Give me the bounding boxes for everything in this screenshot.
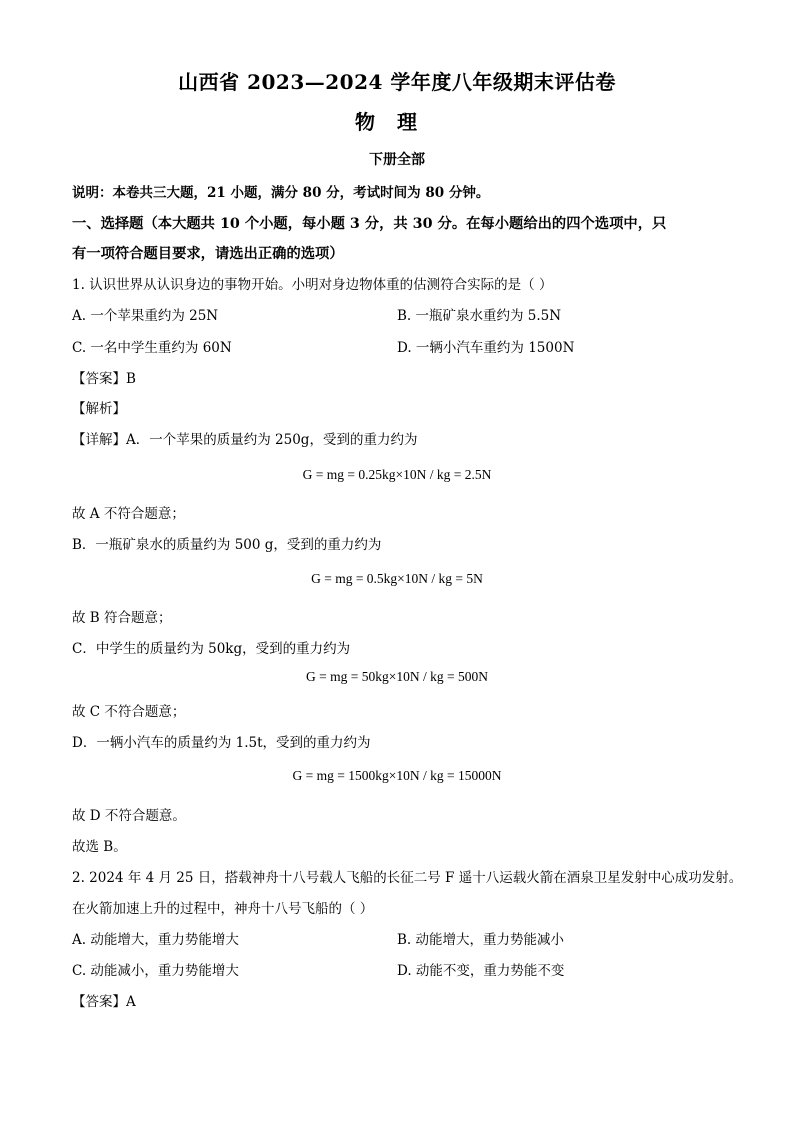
q2-option-d: D. 动能不变，重力势能不变 bbox=[397, 963, 565, 979]
scope-subtitle: 下册全部 bbox=[369, 152, 425, 168]
subject-title: 物理 bbox=[355, 110, 439, 134]
section1-heading-line1: 一、选择题（本大题共 10 个小题，每小题 3 分，共 30 分。在每小题给出的四个选项中，只 bbox=[72, 216, 667, 232]
q1-option-a: A. 一个苹果重约为 25N bbox=[72, 308, 219, 324]
instructions-note: 说明：本卷共三大题，21 小题，满分 80 分，考试时间为 80 分钟。 bbox=[72, 185, 490, 201]
q1-detail-c: C．中学生的质量约为 50kg，受到的重力约为 bbox=[72, 641, 351, 657]
q2-option-c: C. 动能减小，重力势能增大 bbox=[72, 963, 239, 979]
q1-option-b: B. 一瓶矿泉水重约为 5.5N bbox=[397, 308, 562, 324]
q2-stem-line1: 2. 2024 年 4 月 25 日，搭载神舟十八号载人飞船的长征二号 F 遥十八运载火箭在酒泉卫星发射中心成功发射。 bbox=[72, 870, 743, 886]
q1-detail-a: 【详解】A．一个苹果的质量约为 250g，受到的重力约为 bbox=[72, 432, 418, 448]
section1-heading-line2: 有一项符合题目要求，请选出正确的选项） bbox=[72, 246, 344, 262]
q1-option-c: C. 一名中学生重约为 60N bbox=[72, 340, 232, 356]
q1-conclusion-c: 故 C 不符合题意； bbox=[72, 704, 186, 720]
q2-option-a: A. 动能增大，重力势能增大 bbox=[72, 932, 239, 948]
q2-answer: 【答案】A bbox=[72, 994, 136, 1010]
q1-option-d: D. 一辆小汽车重约为 1500N bbox=[397, 340, 575, 356]
q1-final-answer: 故选 B。 bbox=[72, 839, 127, 855]
q2-option-b: B. 动能增大，重力势能减小 bbox=[397, 932, 565, 948]
q1-detail-d: D．一辆小汽车的质量约为 1.5t，受到的重力约为 bbox=[72, 735, 371, 751]
q1-formula-c: G = mg = 50kg×10N / kg = 500N bbox=[306, 669, 488, 684]
q1-detail-b: B．一瓶矿泉水的质量约为 500 g，受到的重力约为 bbox=[72, 537, 382, 553]
q1-formula-a: G = mg = 0.25kg×10N / kg = 2.5N bbox=[302, 467, 492, 482]
q2-stem-line2: 在火箭加速上升的过程中，神舟十八号飞船的（ ） bbox=[72, 901, 374, 917]
q1-analysis-label: 【解析】 bbox=[72, 401, 126, 417]
q1-conclusion-a: 故 A 不符合题意； bbox=[72, 506, 185, 522]
q1-formula-d: G = mg = 1500kg×10N / kg = 15000N bbox=[292, 768, 502, 783]
exam-title: 山西省 2023—2024 学年度八年级期末评估卷 bbox=[178, 70, 616, 94]
q1-formula-b: G = mg = 0.5kg×10N / kg = 5N bbox=[311, 571, 483, 586]
q1-conclusion-d: 故 D 不符合题意。 bbox=[72, 808, 186, 824]
q1-stem: 1. 认识世界从认识身边的事物开始。小明对身边物体重的估测符合实际的是（ ） bbox=[72, 277, 553, 293]
q1-conclusion-b: 故 B 符合题意； bbox=[72, 610, 172, 626]
q1-answer: 【答案】B bbox=[72, 371, 136, 387]
